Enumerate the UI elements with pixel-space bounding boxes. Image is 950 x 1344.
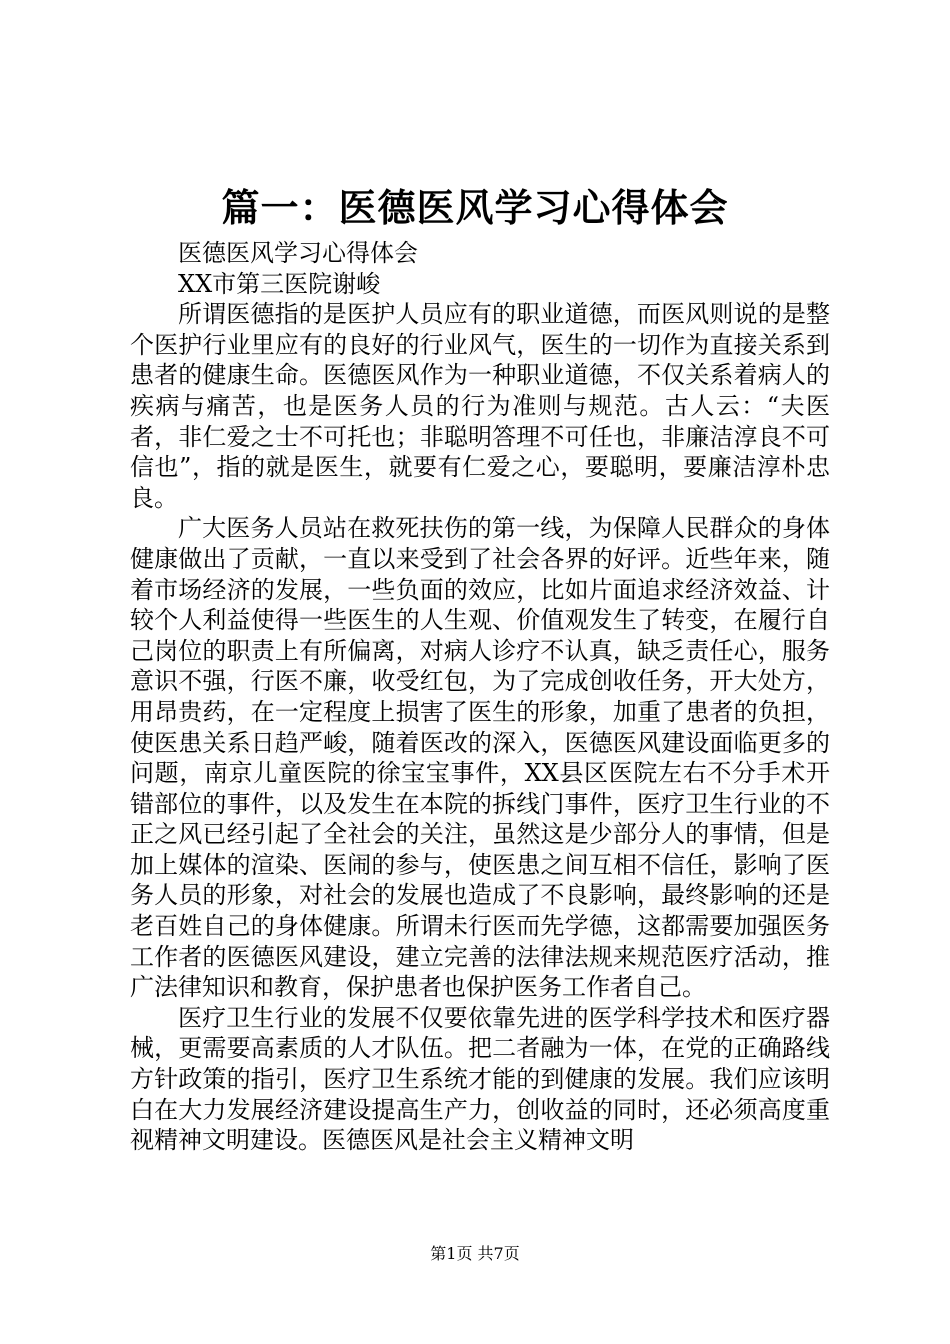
paragraph-3: 医疗卫生行业的发展不仅要依靠先进的医学科学技术和医疗器械，更需要高素质的人才队伍。把二者融为一体，在党的正确路线方针政策的指引，医疗卫生系统才能的到健康的发展。我们应该明白在大力发展经济建设提高生产力，创收益的同时，还必须高度重视精神文明建设。医德医风是社会主义精神文明: [130, 1003, 830, 1155]
paragraph-2: 广大医务人员站在救死扶伤的第一线，为保障人民群众的身体健康做出了贡献，一直以来受到了社会各界的好评。近些年来，随着市场经济的发展，一些负面的效应，比如片面追求经济效益、计较个人利益使得一些医生的人生观、价值观发生了转变，在履行自己岗位的职责上有所偏离，对病人诊疗不认真，缺乏责任心，服务意识不强，行医不廉，收受红包，为了完成创收任务，开大处方，用昂贵药，在一定程度上损害了医生的形象，加重了患者的负担，使医患关系日趋严峻，随着医改的深入，医德医风建设面临更多的问题，南京儿童医院的徐宝宝事件，XX县区医院左右不分手术开错部位的事件，以及发生在本院的拆线门事件，医疗卫生行业的不正之风已经引起了全社会的关注，虽然这是少部分人的事情，但是加上媒体的渲染、医闹的参与，使医患之间互相不信任，影响了医务人员的形象，对社会的发展也造成了不良影响，最终影响的还是老百姓自己的身体健康。所谓未行医而先学德，这都需要加强医务工作者的医德医风建设，建立完善的法律法规来规范医疗活动，推广法律知识和教育，保护患者也保护医务工作者自己。: [130, 514, 830, 1002]
page-title: 篇一：医德医风学习心得体会: [221, 185, 729, 230]
page-number-footer: 第1页 共7页: [430, 1244, 520, 1263]
paragraph-1: 所谓医德指的是医护人员应有的职业道德，而医风则说的是整个医护行业里应有的良好的行业风气，医生的一切作为直接关系到患者的健康生命。医德医风作为一种职业道德，不仅关系着病人的疾病与痛苦，也是医务人员的行为准则与规范。古人云：“夫医者，非仁爱之士不可托也；非聪明答理不可任也，非廉洁淳良不可信也”，指的就是医生，就要有仁爱之心，要聪明，要廉洁淳朴忠良。: [130, 300, 830, 512]
document-body: [130, 238, 830, 1156]
author-line: XX市第三医院谢峻: [178, 269, 381, 298]
subtitle-line: 医德医风学习心得体会: [178, 239, 418, 267]
